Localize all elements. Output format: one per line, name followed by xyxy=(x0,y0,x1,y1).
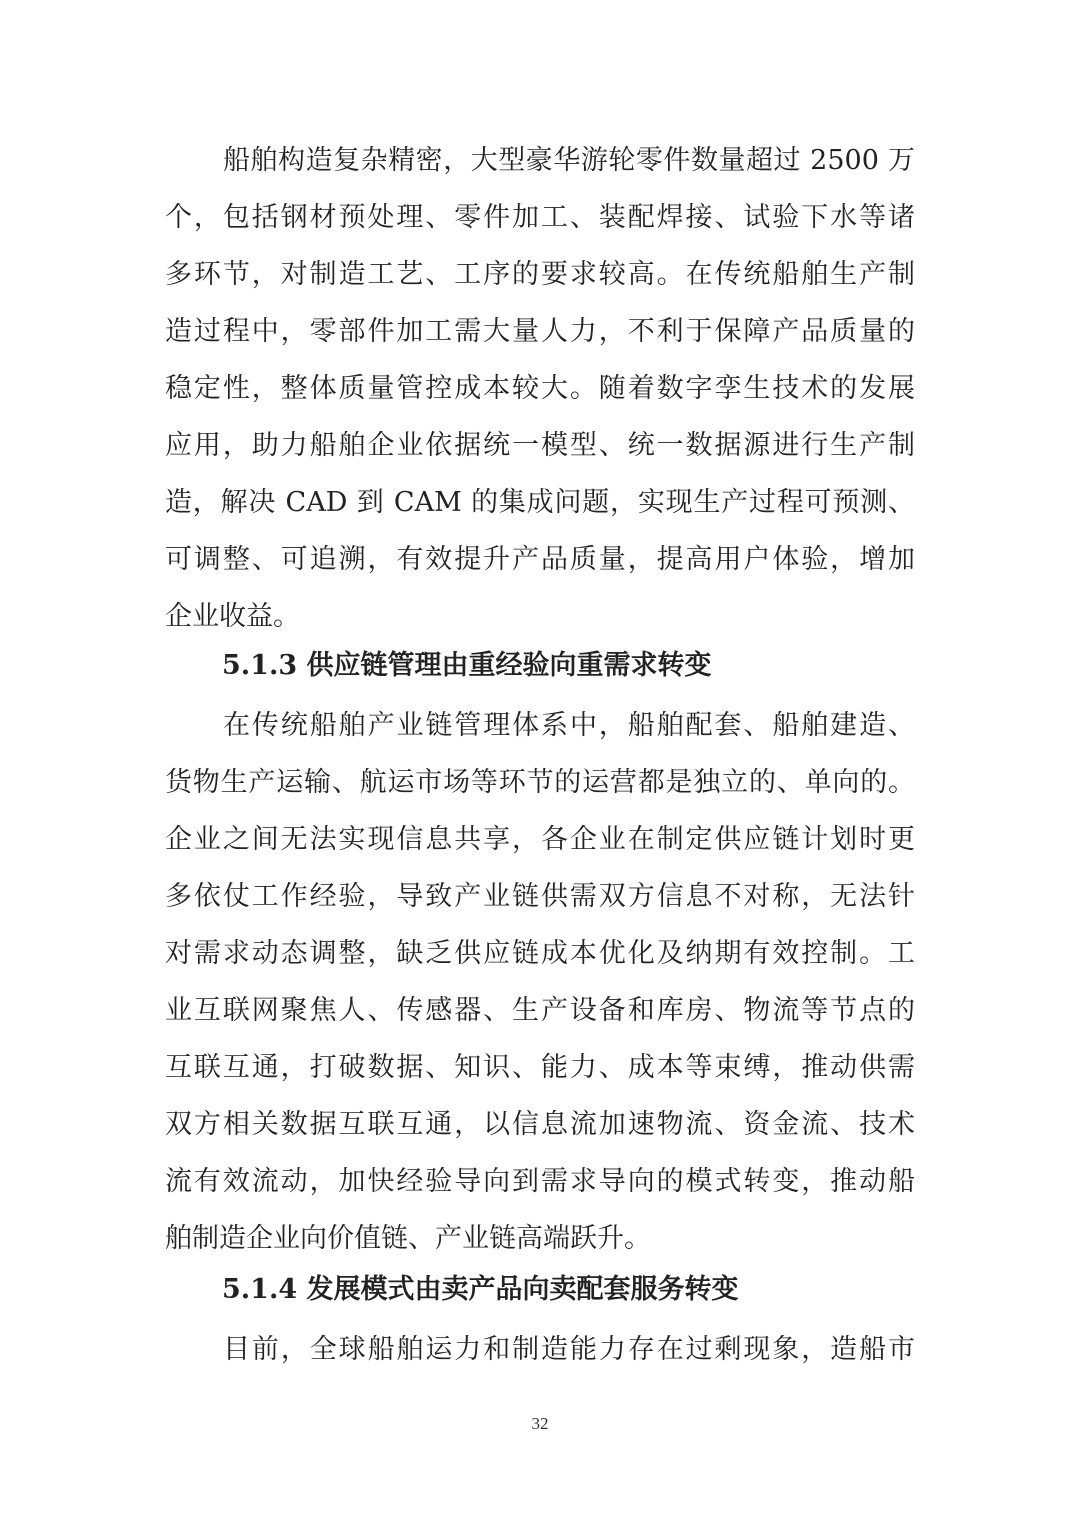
paragraph-line: 互联互通，打破数据、知识、能力、成本等束缚，推动供需 xyxy=(165,1052,915,1083)
page-number: 32 xyxy=(531,1414,549,1433)
paragraph-line: 可调整、可追溯，有效提升产品质量，提高用户体验，增加 xyxy=(165,544,915,575)
paragraph-line: 多依仗工作经验，导致产业链供需双方信息不对称，无法针 xyxy=(165,881,915,912)
paragraph-line: 业互联网聚焦人、传感器、生产设备和库房、物流等节点的 xyxy=(165,995,915,1026)
paragraph-line: 应用，助力船舶企业依据统一模型、统一数据源进行生产制 xyxy=(165,430,915,461)
paragraph-3 xyxy=(165,1321,915,1378)
paragraph-line: 企业收益。 xyxy=(165,601,300,632)
paragraph-line: 企业之间无法实现信息共享，各企业在制定供应链计划时更 xyxy=(165,824,915,855)
section-heading-5-1-3: 5.1.3 供应链管理由重经验向重需求转变 xyxy=(222,650,712,681)
paragraph-line: 货物生产运输、航运市场等环节的运营都是独立的、单向的。 xyxy=(165,767,915,798)
paragraph-line: 目前，全球船舶运力和制造能力存在过剩现象，造船市 xyxy=(223,1334,915,1365)
paragraph-line: 稳定性，整体质量管控成本较大。随着数字孪生技术的发展 xyxy=(165,373,915,404)
paragraph-line: 在传统船舶产业链管理体系中，船舶配套、船舶建造、 xyxy=(223,710,915,741)
paragraph-1 xyxy=(165,132,915,645)
section-heading-5-1-4: 5.1.4 发展模式由卖产品向卖配套服务转变 xyxy=(222,1274,739,1305)
paragraph-line: 流有效流动，加快经验导向到需求导向的模式转变，推动船 xyxy=(165,1166,915,1197)
paragraph-line: 双方相关数据互联互通，以信息流加速物流、资金流、技术 xyxy=(165,1109,915,1140)
paragraph-line: 造过程中，零部件加工需大量人力，不利于保障产品质量的 xyxy=(165,316,915,347)
paragraph-line: 多环节，对制造工艺、工序的要求较高。在传统船舶生产制 xyxy=(165,259,915,290)
paragraph-line: 造，解决 CAD 到 CAM 的集成问题，实现生产过程可预测、 xyxy=(165,487,915,518)
paragraph-line: 舶制造企业向价值链、产业链高端跃升。 xyxy=(165,1223,651,1254)
paragraph-line: 对需求动态调整，缺乏供应链成本优化及纳期有效控制。工 xyxy=(165,938,915,969)
paragraph-line: 个，包括钢材预处理、零件加工、装配焊接、试验下水等诸 xyxy=(165,202,915,233)
paragraph-2 xyxy=(165,697,915,1267)
paragraph-line: 船舶构造复杂精密，大型豪华游轮零件数量超过 2500 万 xyxy=(223,145,915,176)
